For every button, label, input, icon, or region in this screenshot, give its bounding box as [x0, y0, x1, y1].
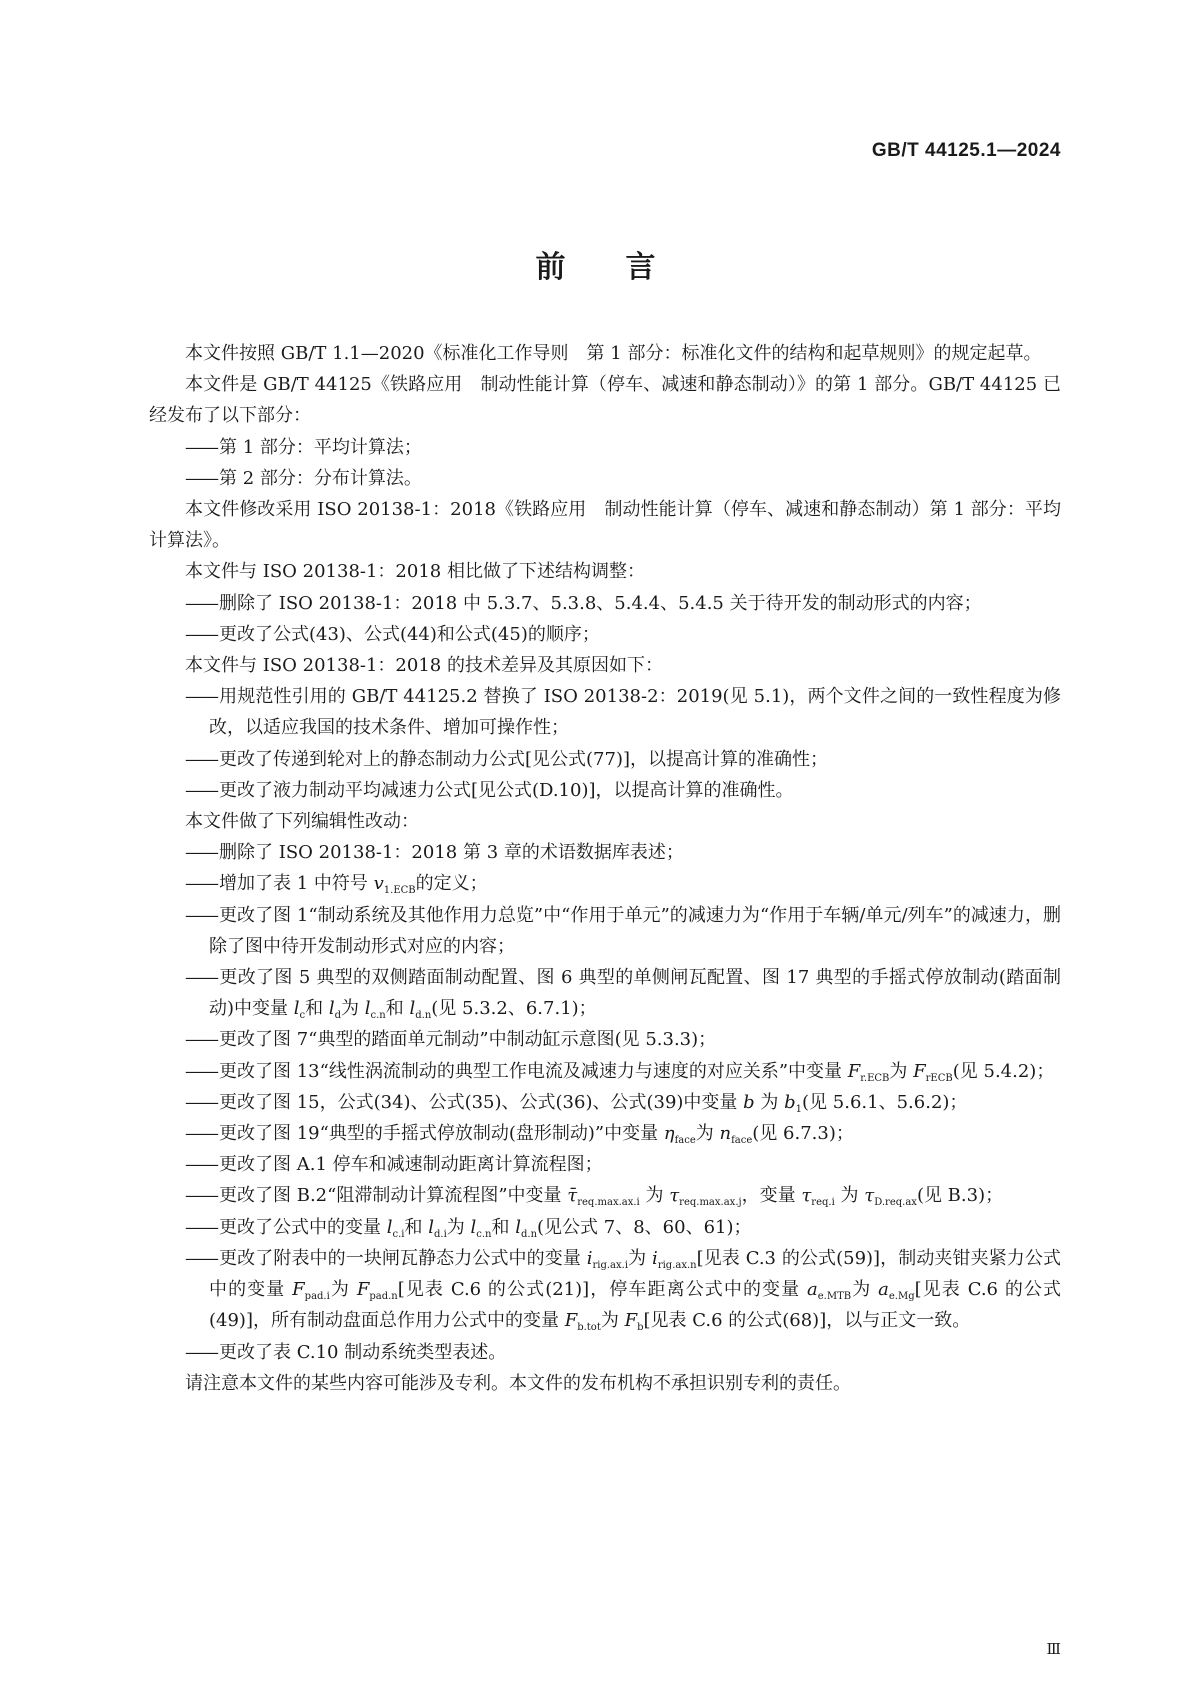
- list-item: —— 更改了图 5 典型的双侧踏面制动配置、图 6 典型的单侧闸瓦配置、图 17 典型的手摇式停放制动(踏面制动)中变量 $l_c$和 $l_d$为 $l_{c.n}$和 $l_{d.n}$(见 5.3.2、6.7.1)；: [185, 967, 1061, 1022]
- list-item: —— 第 1 部分：平均计算法；: [185, 436, 422, 458]
- page-number: Ⅲ: [1046, 1640, 1061, 1658]
- list-item: —— 更改了附表中的一块闸瓦静态力公式中的变量 $i_{rig.ax.i}$为 $i_{rig.ax.n}$[见表 C.3 的公式(59)]，制动夹钳夹紧力公式中的变量 $F_{pad.i}$为 $F_{pad.n}$[见表 C.6 的公式(21)]，停车距离公式中的变量 $a_{e.MTB}$为 $a_{e.Mg}$[见表 C.6 的公式(49)]，所有制动盘面总作用力公式中的变量 $F_{b.tot}$为 $F_b$[见表 C.6 的公式(68)]，以与正文一致。: [185, 1247, 1061, 1334]
- list-item: —— 更改了图 15，公式(34)、公式(35)、公式(36)、公式(39)中变量 b 为 $b_1$(见 5.6.1、5.6.2)；: [185, 1091, 968, 1115]
- list-item: —— 更改了公式中的变量 $l_{c.i}$和 $l_{d.i}$为 $l_{c.n}$和 $l_{d.n}$(见公式 7、8、60、61)；: [185, 1216, 752, 1240]
- list-item: —— 删除了 ISO 20138-1：2018 第 3 章的术语数据库表述；: [185, 842, 684, 864]
- paragraph: 本文件与 ISO 20138-1：2018 相比做了下述结构调整：: [185, 561, 645, 583]
- list-item: —— 更改了图 13“线性涡流制动的典型工作电流及减速力与速度的对应关系”中变量 $F_{r.ECB}$为 $F_{rECB}$(见 5.4.2)；: [185, 1060, 1055, 1084]
- list-item: —— 更改了图 19“典型的手摇式停放制动(盘形制动)”中变量 $\eta_{face}$为 $n_{face}$(见 6.7.3)；: [185, 1123, 854, 1147]
- list-item: —— 增加了表 1 中符号 $v_{1.ECB}$的定义；: [185, 873, 488, 897]
- list-item: —— 更改了图 7“典型的踏面单元制动”中制动缸示意图(见 5.3.3)；: [185, 1029, 717, 1051]
- list-item: —— 第 2 部分：分布计算法。: [185, 467, 422, 489]
- paragraph: 本文件是 GB/T 44125《铁路应用 制动性能计算（停车、减速和静态制动）》的第 1 部分。GB/T 44125 已经发布了以下部分：: [149, 374, 1061, 427]
- list-item: —— 更改了图 A.1 停车和减速制动距离计算流程图；: [185, 1154, 603, 1176]
- list-item: —— 用规范性引用的 GB/T 44125.2 替换了 ISO 20138-2：2019(见 5.1)，两个文件之间的一致性程度为修改，以适应我国的技术条件、增加可操作性；: [185, 686, 1061, 739]
- list-item: —— 更改了表 C.10 制动系统类型表述。: [185, 1341, 507, 1363]
- foreword-body: [149, 338, 1061, 1399]
- list-item: —— 更改了公式(43)、公式(44)和公式(45)的顺序；: [185, 623, 600, 645]
- list-item: —— 更改了传递到轮对上的静态制动力公式[见公式(77)]，以提高计算的准确性；: [185, 748, 828, 770]
- list-item: —— 更改了图 B.2“阻滞制动计算流程图”中变量 $\taū_{req.max.ax.i}$ 为 $\tau_{req.max.ax.j}$，变量 $\tau_{req.i}$ 为 $\tau_{D.req.ax}$(见 B.3)；: [185, 1185, 1004, 1209]
- paragraph: 本文件做了下列编辑性改动：: [185, 811, 419, 833]
- paragraph: 本文件与 ISO 20138-1：2018 的技术差异及其原因如下：: [185, 655, 663, 677]
- paragraph: 本文件修改采用 ISO 20138-1：2018《铁路应用 制动性能计算（停车、减速和静态制动）第 1 部分：平均计算法》。: [149, 499, 1061, 552]
- paragraph: 本文件按照 GB/T 1.1—2020《标准化工作导则 第 1 部分：标准化文件的结构和起草规则》的规定起草。: [185, 343, 1042, 364]
- list-item: —— 更改了液力制动平均减速力公式[见公式(D.10)]，以提高计算的准确性。: [185, 779, 794, 801]
- standard-code: GB/T 44125.1—2024: [871, 140, 1061, 161]
- patent-note: 请注意本文件的某些内容可能涉及专利。本文件的发布机构不承担识别专利的责任。: [185, 1372, 851, 1394]
- list-item: —— 删除了 ISO 20138-1：2018 中 5.3.7、5.3.8、5.4.4、5.4.5 关于待开发的制动形式的内容；: [185, 592, 982, 614]
- list-item: —— 更改了图 1“制动系统及其他作用力总览”中“作用于单元”的减速力为“作用于车辆/单元/列车”的减速力，删除了图中待开发制动形式对应的内容；: [185, 904, 1061, 957]
- page-title: 前言: [535, 250, 716, 285]
